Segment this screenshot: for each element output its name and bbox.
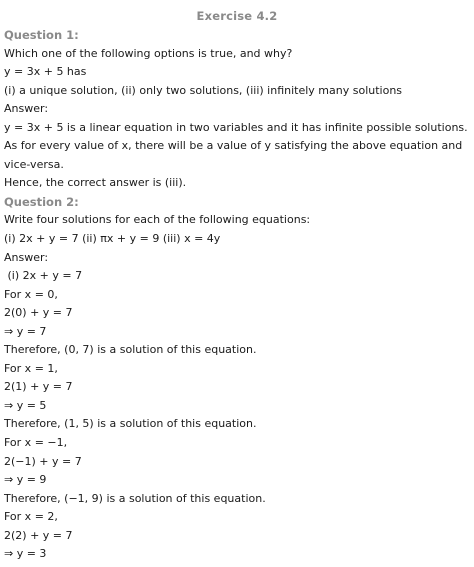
solution-step: Therefore, (1, 5) is a solution of this equation.	[4, 417, 257, 431]
question-1-heading: Question 1:	[4, 28, 79, 42]
solution-step: Therefore, (−1, 9) is a solution of this equation.	[4, 491, 266, 505]
question-1-answer-line-1: y = 3x + 5 is a linear equation in two variables and it has infinite possible solutions.	[4, 120, 468, 134]
solution-step: Therefore, (0, 7) is a solution of this equation.	[4, 343, 257, 357]
solution-step: 2(−1) + y = 7	[4, 454, 82, 468]
solution-step: For x = −1,	[4, 436, 68, 450]
solution-step: 2(2) + y = 7	[4, 528, 73, 542]
question-2-answer-label: Answer:	[4, 250, 49, 264]
solution-step: ⇒ y = 3	[4, 547, 47, 561]
question-1-answer-label: Answer:	[4, 102, 49, 116]
solution-step: ⇒ y = 7	[4, 324, 47, 338]
question-1-text: Which one of the following options is true, and why?	[4, 46, 293, 60]
question-2-text: Write four solutions for each of the following equations:	[4, 213, 311, 227]
solution-step: For x = 2,	[4, 510, 58, 524]
question-1-options: (i) a unique solution, (ii) only two solutions, (iii) infinitely many solutions	[4, 83, 403, 97]
question-1-answer-line-3: vice-versa.	[4, 157, 64, 171]
exercise-title: Exercise 4.2	[196, 9, 278, 23]
solution-step: For x = 0,	[4, 287, 58, 301]
solution-step: 2(0) + y = 7	[4, 306, 73, 320]
question-2-part-1-equation: (i) 2x + y = 7	[4, 269, 83, 283]
question-1-conclusion: Hence, the correct answer is (iii).	[4, 176, 187, 190]
question-1-equation: y = 3x + 5 has	[4, 65, 87, 79]
question-2-equations: (i) 2x + y = 7 (ii) πx + y = 9 (iii) x = 4y	[4, 232, 221, 246]
solution-step: 2(1) + y = 7	[4, 380, 73, 394]
solution-step: ⇒ y = 5	[4, 398, 47, 412]
question-1-answer-line-2: As for every value of x, there will be a value of y satisfying the above equation and	[4, 139, 463, 153]
solution-step: For x = 1,	[4, 361, 58, 375]
question-2-heading: Question 2:	[4, 194, 79, 209]
solution-step: ⇒ y = 9	[4, 473, 47, 487]
